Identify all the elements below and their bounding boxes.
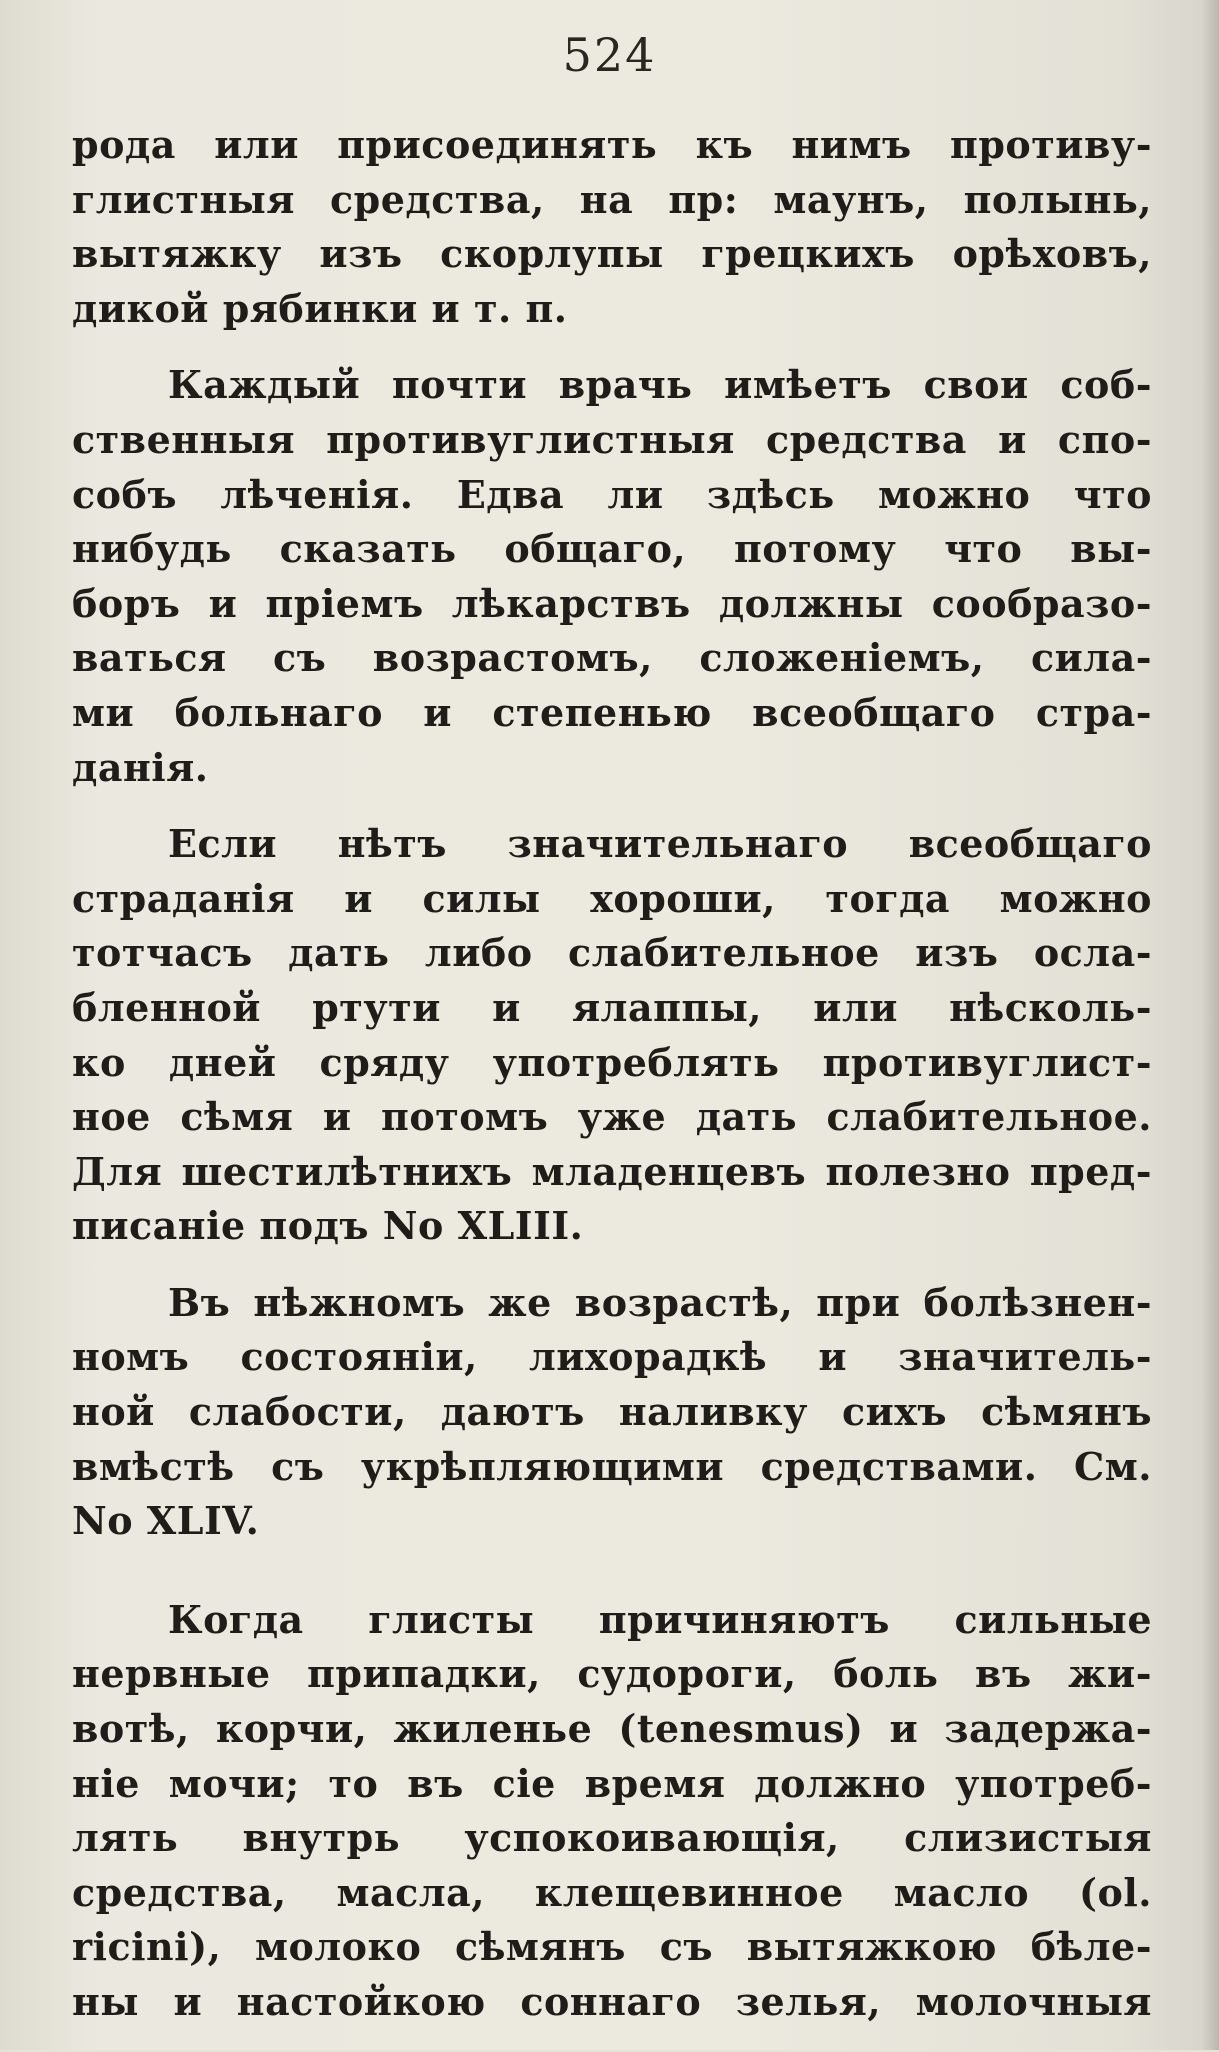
text-line: глистныя средства, на пр: маунъ, полынь, [72, 176, 1152, 222]
paragraph-3 [72, 817, 1152, 1254]
paragraph-2 [72, 358, 1152, 795]
text-line: рода или присоединять къ нимъ противу- [72, 122, 1152, 167]
text-line: бленной ртути и ялаппы, или нѣсколь- [72, 984, 1152, 1030]
text-line: ной слабости, даютъ наливку сихъ сѣмянъ [72, 1389, 1152, 1435]
paragraph-5 [72, 1593, 1152, 2030]
text-line: ственныя противуглистныя средства и спо- [72, 416, 1152, 462]
text-line: ны и настойкою соннаго зелья, молочныя [72, 1979, 1152, 2024]
text-line: ніе мочи; то въ сіе время должно употреб- [72, 1760, 1152, 1806]
text-line: Если нѣтъ значительнаго всеобщаго [168, 821, 1152, 867]
text-line: ное сѣмя и потомъ уже дать слабительное. [72, 1094, 1152, 1140]
paragraph-1 [72, 118, 1152, 336]
text-line: No XLIV. [72, 1498, 260, 1544]
text-line: средства, масла, клещевинное масло (ol. [72, 1869, 1152, 1915]
text-line: страданія и силы хороши, тогда можно [72, 875, 1152, 921]
text-line: боръ и пріемъ лѣкарствъ должны сообразо- [72, 580, 1152, 626]
text-line: Каждый почти врачь имѣетъ свои соб- [168, 362, 1152, 408]
text-line: Когда глисты причиняютъ сильные [168, 1596, 1152, 1642]
text-line: ricini), молоко сѣмянъ съ вытяжкою бѣле- [72, 1924, 1152, 1970]
paragraph-4 [72, 1276, 1152, 1549]
text-line: ми больнаго и степенью всеобщаго стра- [72, 689, 1152, 735]
text-line: номъ состояніи, лихорадкѣ и значитель- [72, 1334, 1152, 1380]
page-body-text [72, 118, 1152, 2052]
text-line: вмѣстѣ съ укрѣпляющими средствами. См. [72, 1443, 1152, 1489]
text-line: ваться съ возрастомъ, сложеніемъ, сила- [72, 635, 1152, 681]
text-line: писаніе подъ No XLIII. [72, 1203, 584, 1249]
text-line: Въ нѣжномъ же возрастѣ, при болѣзнен- [168, 1279, 1152, 1325]
text-line: вытяжку изъ скорлупы грецкихъ орѣховъ, [72, 231, 1152, 277]
text-line: нервные припадки, судороги, боль въ жи- [72, 1651, 1152, 1697]
text-line: Для шестилѣтнихъ младенцевъ полезно пред- [72, 1148, 1152, 1194]
text-line: нибудь сказать общаго, потому что вы- [72, 526, 1152, 572]
page-gutter-shadow [1201, 0, 1219, 2050]
text-line: вотѣ, корчи, жиленье (tenesmus) и задержа- [72, 1706, 1152, 1752]
text-line: лять внутрь успокоивающія, слизистыя [72, 1815, 1152, 1861]
text-line: собъ лѣченія. Едва ли здѣсь можно что [72, 471, 1152, 517]
text-line: тотчасъ дать либо слабительное изъ осла- [72, 930, 1152, 976]
page-number: 524 [562, 28, 657, 82]
text-line: дикой рябинки и т. п. [72, 285, 568, 331]
text-line: данія. [72, 744, 209, 790]
text-line: ко дней сряду употреблять противуглист- [72, 1039, 1152, 1085]
